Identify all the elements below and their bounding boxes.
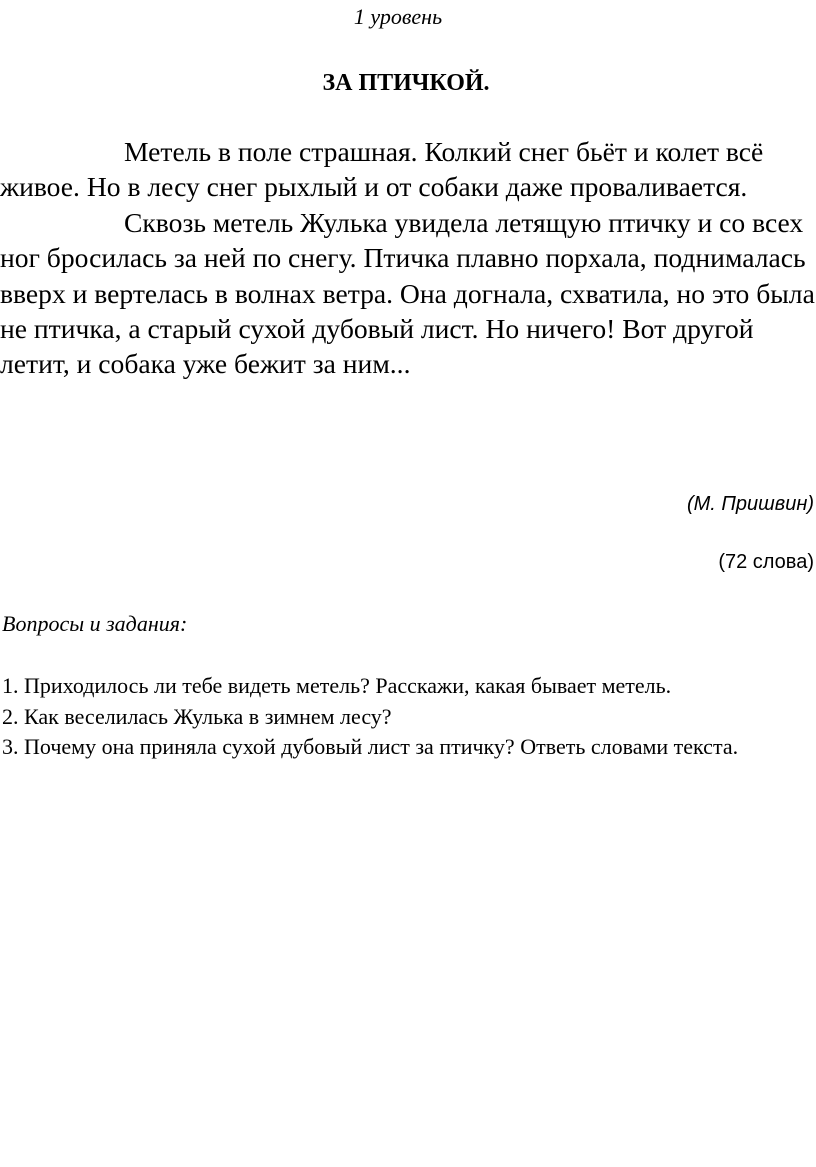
- questions-list: [2, 671, 782, 763]
- questions-heading: Вопросы и задания:: [2, 611, 188, 636]
- author-attribution: (М. Пришвин): [686, 493, 814, 515]
- word-count: (72 слова): [718, 551, 814, 573]
- story-text: [0, 134, 816, 382]
- question-item-1: 1. Приходилось ли тебе видеть метель? Расскажи, какая бывает метель.: [2, 673, 672, 698]
- level-label: 1 уровень: [353, 4, 443, 29]
- story-paragraph-1: Метель в поле страшная. Колкий снег бьёт и колет всё живое. Но в лесу снег рыхлый и от собаки даже проваливается.: [0, 136, 764, 203]
- story-title: ЗА ПТИЧКОЙ.: [322, 70, 490, 96]
- question-item-2: 2. Как веселилась Жулька в зимнем лесу?: [2, 703, 392, 729]
- story-paragraph-2: Сквозь метель Жулька увидела летящую птичку и со всех ног бросилась за ней по снегу. Птичка плавно порхала, поднималась вверх и вертелась в волнах ветра. Она догнала, схватила, но это была не птичка, а старый сухой дубовый лист. Но ничего! Вот другой летит, и собака уже бежит за ним...: [0, 206, 815, 380]
- question-item-3: 3. Почему она приняла сухой дубовый лист за птичку? Ответь словами текста.: [2, 734, 739, 759]
